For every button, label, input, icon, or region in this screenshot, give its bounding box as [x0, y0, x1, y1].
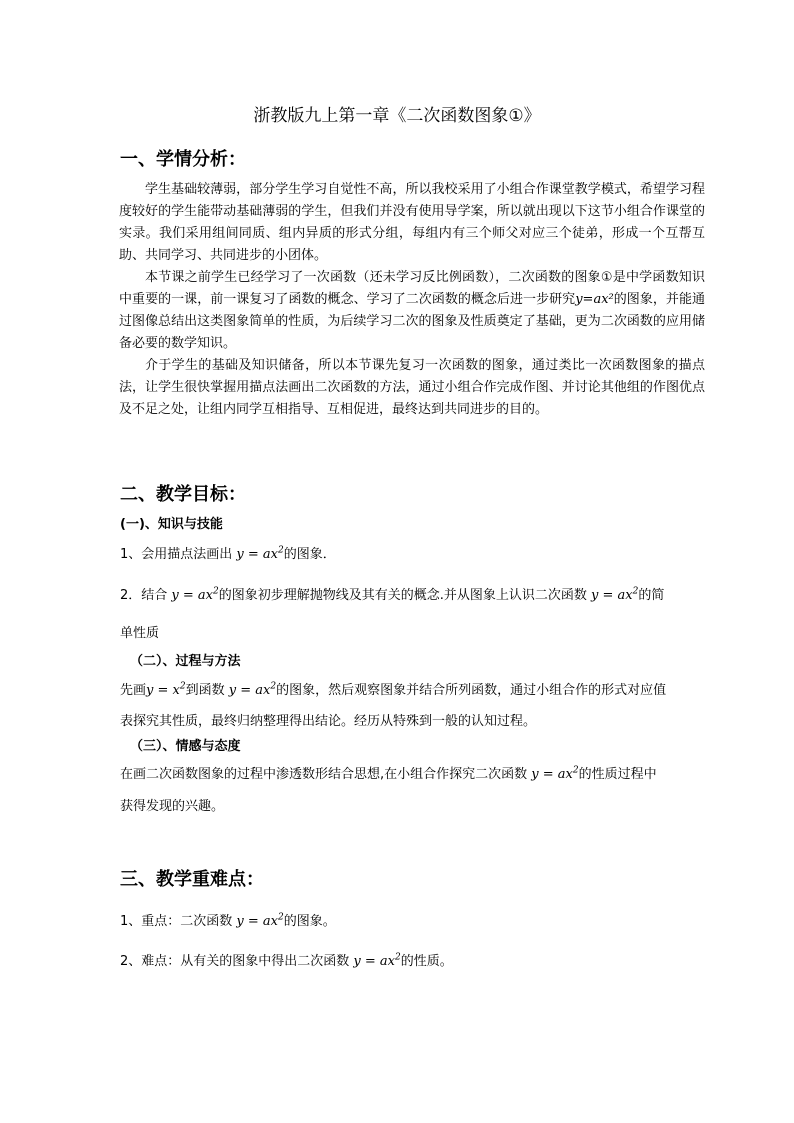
key-point-line	[120, 912, 720, 932]
document-title: 浙教版九上第一章《二次函数图象①》	[253, 106, 541, 126]
objective-item-2-text-a: 2．结合	[120, 588, 168, 603]
objective-item-1	[120, 545, 720, 565]
analysis-paragraph-2-text-a: 本节课之前学生已经学习了一次函数（还未学习反比例函数），二次函数的图象①是中学函数知识中重要的一课，前一课复习了函数的概念、学习了二次函数的概念后进一步研究	[119, 270, 705, 307]
subheading-attitude: （三）、情感与态度	[130, 739, 241, 754]
analysis-paragraph-2	[119, 267, 705, 355]
objective-item-1-text: 1、会用描点法画出	[120, 547, 233, 562]
analysis-paragraph-2-text-b: 的图象，并能通过图像总结出这类图象简单的性质，为后续学习二次的图象及性质奠定了基础，更为二次函数的应用储备必要的数学知识。	[119, 292, 705, 351]
objective-item-2	[120, 586, 720, 606]
section-heading-analysis: 一、学情分析：	[120, 149, 246, 170]
attitude-text-b: 的性质过程中	[578, 767, 657, 782]
process-line-2: 表探究其性质，最终归纳整理得出结论。经历从特殊到一般的认知过程。	[120, 714, 537, 729]
formula-y-ax2: $y = ax^2$	[236, 545, 284, 562]
key-point-text-a: 1、重点：二次函数	[120, 914, 233, 929]
formula-y-ax2: $y = ax^2$	[531, 765, 579, 782]
process-text-b: 到函数	[185, 683, 225, 698]
section-heading-objectives: 二、教学目标：	[120, 484, 246, 505]
analysis-paragraph-1: 学生基础较薄弱，部分学生学习自觉性不高，所以我校采用了小组合作课堂教学模式，希望学习程度较好的学生能带动基础薄弱的学生，但我们并没有使用导学案，所以就出现以下这节小组合作课堂的实录。我们采用组间同质、组内异质的形式分组，每组内有三个师父对应三个徒弟，形成一个互帮互助、共同学习、共同进步的小团体。	[119, 182, 705, 263]
subheading-knowledge-skills: (一)、知识与技能	[120, 517, 223, 532]
attitude-line-2: 获得发现的兴趣。	[120, 799, 225, 814]
objective-item-2-continued: 单性质	[120, 626, 160, 641]
section-heading-key-difficult: 三、教学重难点：	[120, 869, 264, 890]
process-line-1	[120, 681, 720, 701]
formula-y-ax2: $y = ax^2$	[353, 952, 401, 969]
process-text-c: 的图象，然后观察图象并结合所列函数，通过小组合作的形式对应值	[276, 683, 667, 698]
analysis-paragraph-3: 介于学生的基础及知识储备，所以本节课先复习一次函数的图象，通过类比一次函数图象的描点法，让学生很快掌握用描点法画出二次函数的方法，通过小组合作完成作图、并讨论其他组的作图优点及不足之处，让组内同学互相指导、互相促进，最终达到共同进步的目的。	[119, 358, 705, 417]
attitude-line-1	[120, 765, 720, 785]
formula-y-ax2: $y = ax^2$	[236, 912, 284, 929]
formula-y-x2: $y = x^2$	[146, 681, 186, 698]
formula-y-ax2: $y = ax^2$	[228, 681, 277, 698]
difficult-point-text-b: 的性质。	[400, 954, 453, 969]
formula-y-ax2: $y = ax^2$	[591, 586, 639, 603]
objective-item-2-text-c: 的简	[638, 588, 665, 603]
formula-y-ax2: y=ax²	[575, 292, 614, 307]
objective-item-2-text-b: 的图象初步理解抛物线及其有关的概念.并从图象上认识二次函数	[218, 588, 587, 603]
attitude-text-a: 在画二次函数图象的过程中渗透数形结合思想,在小组合作探究二次函数	[120, 767, 528, 782]
process-text-a: 先画	[120, 683, 147, 698]
difficult-point-line	[120, 952, 720, 972]
formula-y-ax2: $y = ax^2$	[171, 586, 219, 603]
key-point-text-b: 的图象。	[283, 914, 336, 929]
objective-item-1-suffix: 的图象．	[283, 547, 336, 562]
difficult-point-text-a: 2、难点：从有关的图象中得出二次函数	[120, 954, 350, 969]
subheading-process-methods: （二）、过程与方法	[130, 654, 241, 669]
